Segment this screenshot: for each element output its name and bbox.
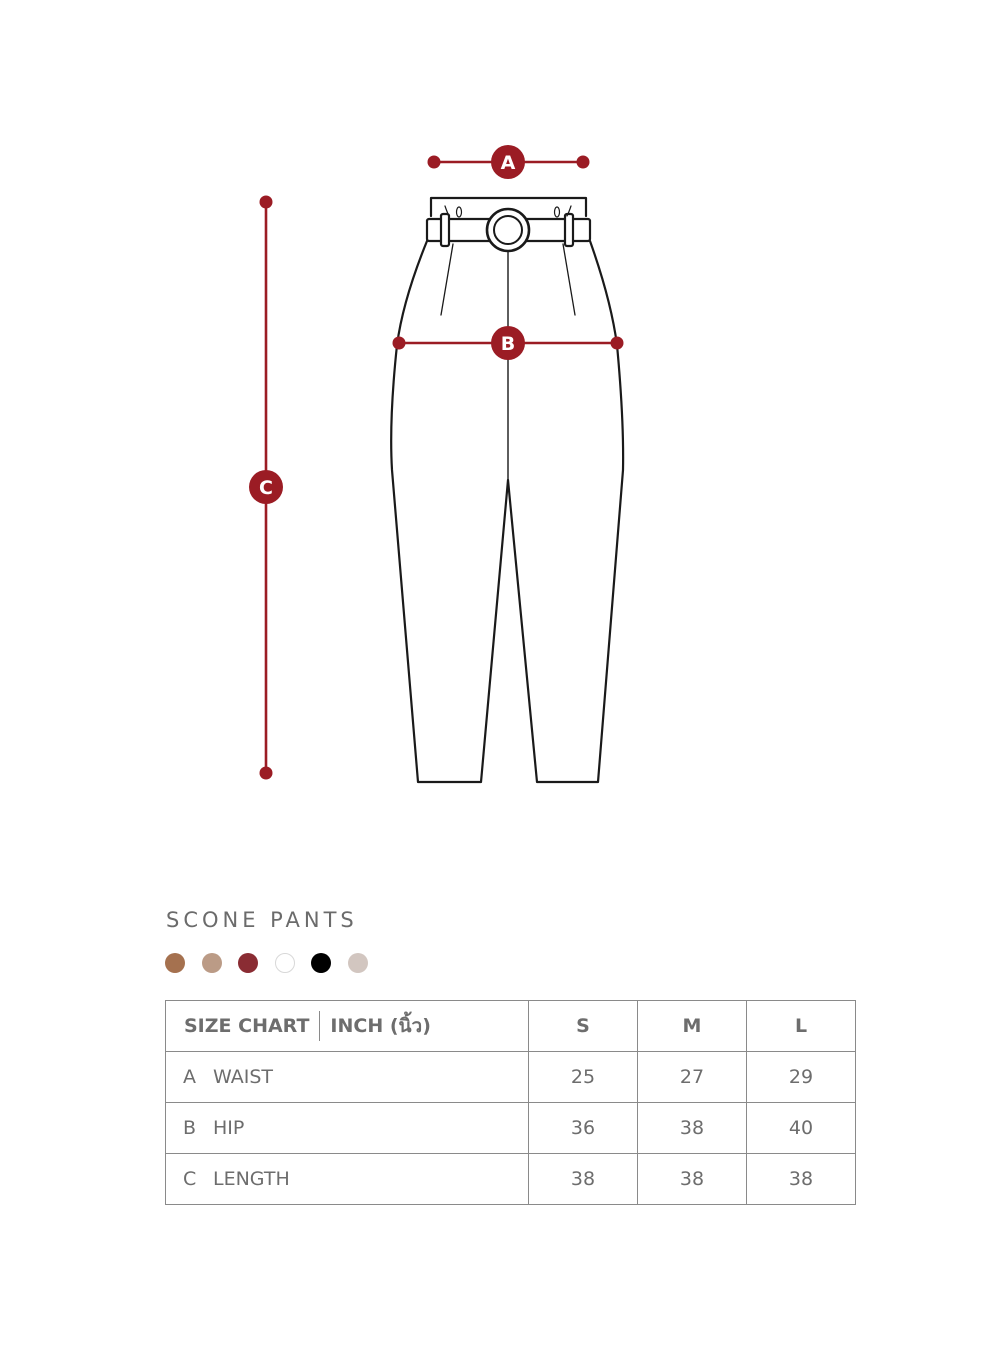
cell-length-l: 38 xyxy=(747,1154,856,1205)
swatch-caramel xyxy=(165,953,185,973)
cell-length-s: 38 xyxy=(529,1154,638,1205)
row-letter: C xyxy=(183,1168,197,1190)
size-chart-header-row xyxy=(166,1001,856,1052)
cell-hip-m: 38 xyxy=(638,1103,747,1154)
row-measurement: WAIST xyxy=(213,1066,274,1088)
row-label-waist xyxy=(166,1052,529,1103)
cell-waist-l: 29 xyxy=(747,1052,856,1103)
cell-length-m: 38 xyxy=(638,1154,747,1205)
cell-waist-m: 27 xyxy=(638,1052,747,1103)
swatch-taupe xyxy=(202,953,222,973)
size-header-s: S xyxy=(529,1001,638,1052)
marker-c-label: C xyxy=(259,477,273,499)
swatch-wine xyxy=(238,953,258,973)
size-chart-table xyxy=(165,1000,856,1205)
size-header-m: M xyxy=(638,1001,747,1052)
swatch-stone xyxy=(348,953,368,973)
swatch-black xyxy=(311,953,331,973)
row-letter: B xyxy=(183,1117,197,1139)
table-row-hip xyxy=(166,1103,856,1154)
row-letter: A xyxy=(183,1066,196,1088)
size-header-l: L xyxy=(747,1001,856,1052)
row-label-hip xyxy=(166,1103,529,1154)
size-chart-unit: INCH (นิ้ว) xyxy=(330,1014,431,1037)
cell-waist-s: 25 xyxy=(529,1052,638,1103)
size-chart-title: SIZE CHART xyxy=(184,1014,310,1037)
hip-measurement-line xyxy=(393,326,624,360)
length-measurement-line xyxy=(249,196,283,780)
swatch-white xyxy=(275,953,295,973)
row-measurement: HIP xyxy=(213,1117,245,1139)
cell-hip-l: 40 xyxy=(747,1103,856,1154)
size-chart-header-cell xyxy=(166,1001,529,1052)
row-measurement: LENGTH xyxy=(213,1168,290,1190)
marker-a-label: A xyxy=(500,152,516,174)
pants-outline xyxy=(391,198,623,782)
table-row-length xyxy=(166,1154,856,1205)
table-row-waist xyxy=(166,1052,856,1103)
waist-measurement-line xyxy=(428,145,590,179)
product-title: SCONE PANTS xyxy=(166,908,358,932)
header-divider xyxy=(319,1011,320,1041)
row-label-length xyxy=(166,1154,529,1205)
cell-hip-s: 36 xyxy=(529,1103,638,1154)
marker-b-label: B xyxy=(500,333,516,355)
